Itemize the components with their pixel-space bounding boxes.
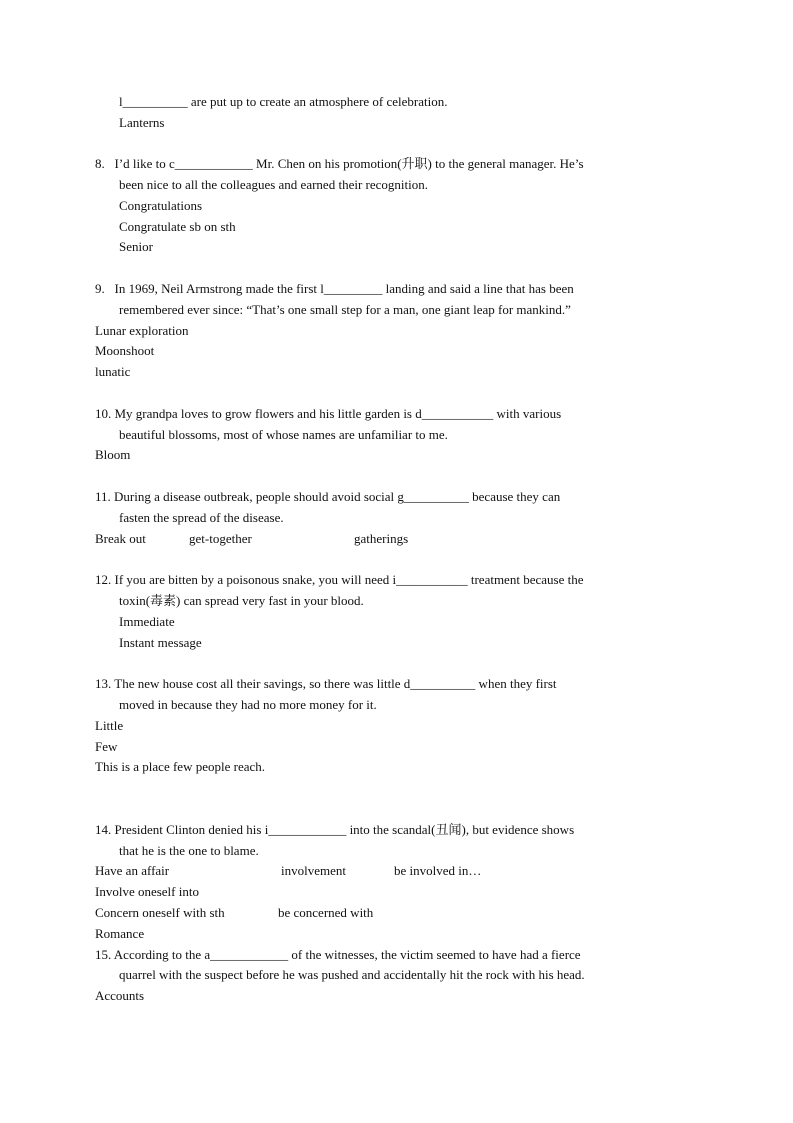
- q9-note: lunatic: [95, 364, 131, 379]
- q14-note: be concerned with: [278, 905, 374, 920]
- q8-note: Congratulate sb on sth: [119, 219, 236, 234]
- q14-note: Have an affair: [95, 863, 170, 878]
- q15-line-2: quarrel with the suspect before he was pushed and accidentally hit the rock with his head.: [119, 967, 585, 982]
- q8-line-1: 8. I’d like to c____________ Mr. Chen on his promotion(升职) to the general manager. He’s: [95, 156, 584, 171]
- q8-note: Congratulations: [119, 198, 203, 213]
- q13-line-2: moved in because they had no more money for it.: [119, 697, 377, 712]
- q14-note: be involved in…: [394, 863, 482, 878]
- q11-line-1: 11. During a disease outbreak, people should avoid social g__________ because they can: [95, 489, 561, 504]
- q13-line-1: 13. The new house cost all their savings, so there was little d__________ when they first: [95, 676, 557, 691]
- q14-line-1: 14. President Clinton denied his i____________ into the scandal(丑闻), but evidence shows: [95, 822, 575, 837]
- q7-sentence: l__________ are put up to create an atmosphere of celebration.: [119, 94, 448, 109]
- q12-line-2: toxin(毒素) can spread very fast in your blood.: [119, 593, 364, 608]
- q11-note: gatherings: [354, 531, 409, 546]
- q12-note: Instant message: [119, 635, 202, 650]
- q10-line-2: beautiful blossoms, most of whose names are unfamiliar to me.: [119, 427, 448, 442]
- q9-line-2: remembered ever since: “That’s one small step for a man, one giant leap for mankind.”: [119, 302, 571, 317]
- q10-line-1: 10. My grandpa loves to grow flowers and his little garden is d___________ with various: [95, 406, 562, 421]
- q12-line-1: 12. If you are bitten by a poisonous snake, you will need i___________ treatment because the: [95, 572, 584, 587]
- q15-line-1: 15. According to the a____________ of the witnesses, the victim seemed to have had a fierce: [95, 947, 581, 962]
- q7-note: Lanterns: [119, 115, 165, 130]
- q15-note: Accounts: [95, 988, 145, 1003]
- q14-note: Concern oneself with sth: [95, 905, 225, 920]
- q11-note: Break out: [95, 531, 146, 546]
- q13-note: This is a place few people reach.: [95, 759, 266, 774]
- q8-note: Senior: [119, 239, 153, 254]
- q8-line-2: been nice to all the colleagues and earned their recognition.: [119, 177, 428, 192]
- q9-note: Lunar exploration: [95, 323, 189, 338]
- q14-note: involvement: [281, 863, 346, 878]
- q9-line-1: 9. In 1969, Neil Armstrong made the first l_________ landing and said a line that has been: [95, 281, 574, 296]
- q10-note: Bloom: [95, 447, 131, 462]
- q14-note: Romance: [95, 926, 145, 941]
- q14-note: Involve oneself into: [95, 884, 199, 899]
- q11-line-2: fasten the spread of the disease.: [119, 510, 284, 525]
- q14-line-2: that he is the one to blame.: [119, 843, 259, 858]
- q12-note: Immediate: [119, 614, 175, 629]
- q13-note: Few: [95, 739, 118, 754]
- q9-note: Moonshoot: [95, 343, 155, 358]
- q11-note: get-together: [189, 531, 252, 546]
- q13-note: Little: [95, 718, 124, 733]
